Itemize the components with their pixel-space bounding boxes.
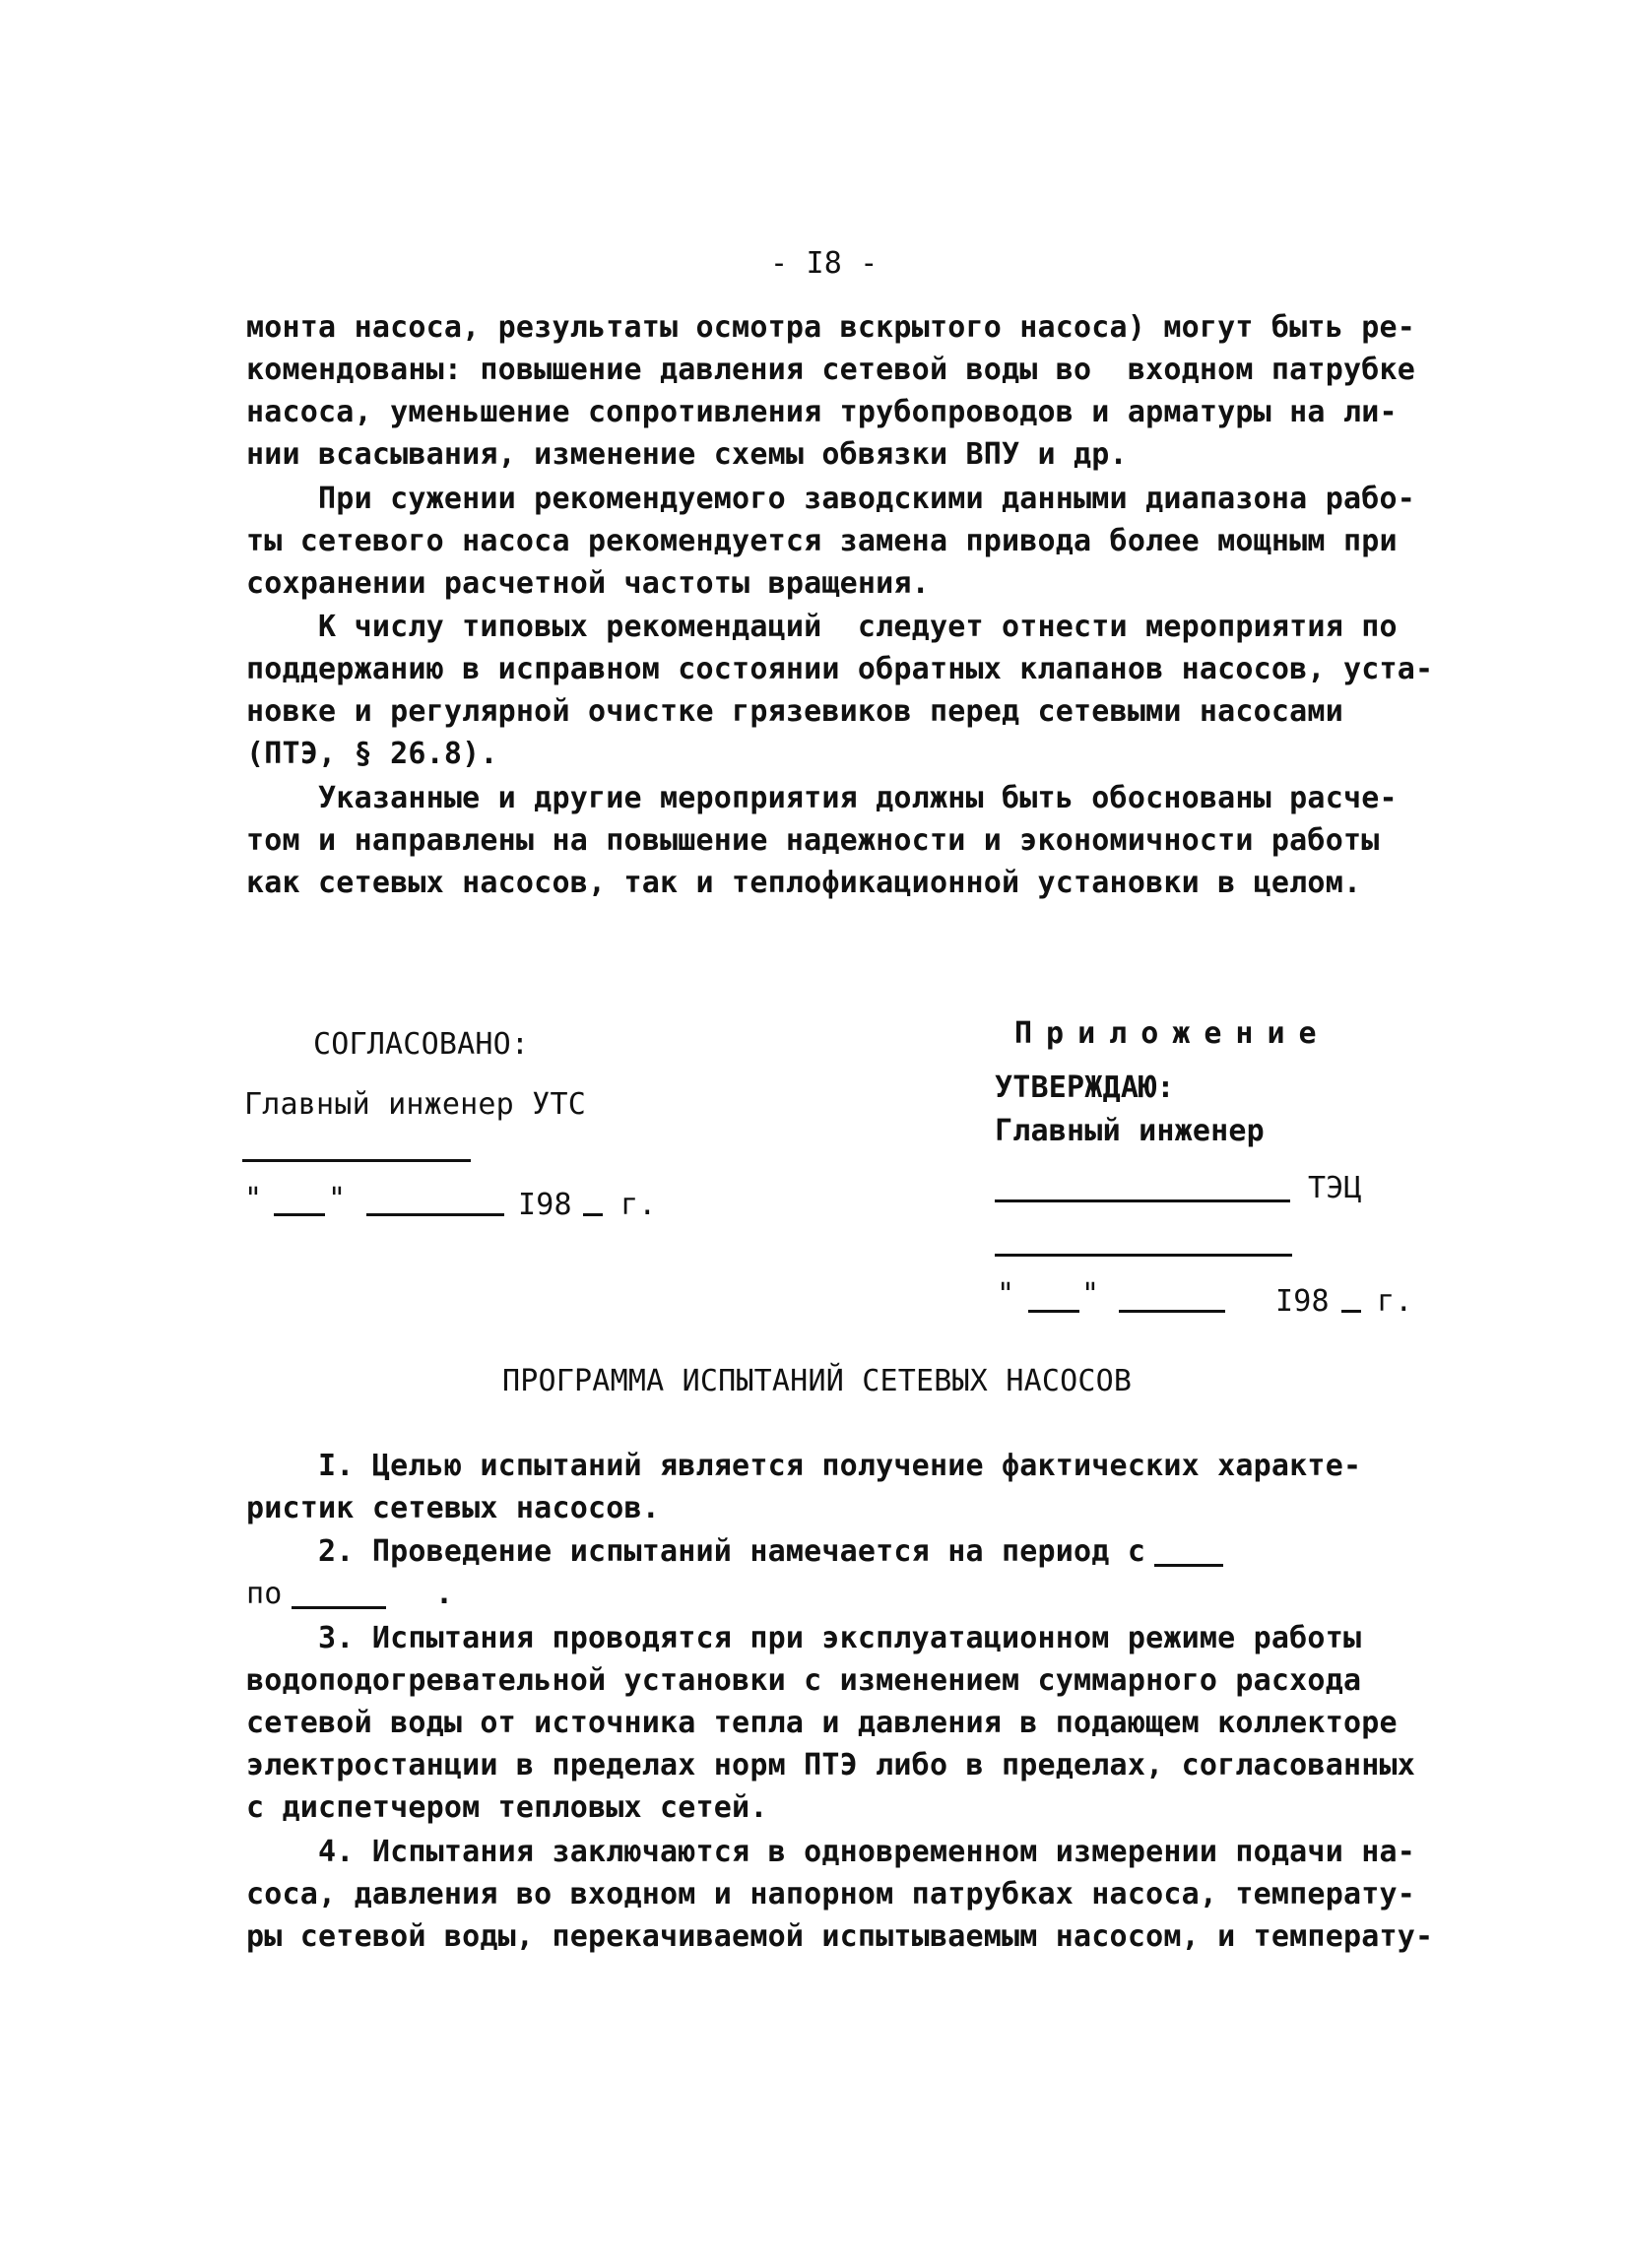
- year-blank: [1341, 1310, 1361, 1313]
- paragraph-line: комендованы: повышение давления сетевой воды во входном патрубке: [246, 353, 1415, 387]
- date-quote-close: ": [1081, 1277, 1100, 1312]
- period-from-blank: [1154, 1564, 1223, 1567]
- paragraph-line: Указанные и другие мероприятия должны быть обоснованы расче-: [246, 781, 1398, 815]
- paragraph-line: сохранении расчетной частоты вращения.: [246, 566, 930, 601]
- paragraph-line: как сетевых насосов, так и теплофикационной установки в целом.: [246, 866, 1362, 900]
- paragraph-line: ты сетевого насоса рекомендуется замена привода более мощным при: [246, 524, 1398, 558]
- appendix-label: Приложение: [1014, 1016, 1331, 1051]
- item-line: 2. Проведение испытаний намечается на период с: [246, 1534, 1146, 1569]
- year-suffix: г.: [1377, 1284, 1413, 1319]
- paragraph-line: насоса, уменьшение сопротивления трубопроводов и арматуры на ли-: [246, 395, 1398, 429]
- paragraph-line: том и направлены на повышение надежности и экономичности работы: [246, 823, 1380, 858]
- agreed-position: Главный инженер УТС: [244, 1087, 586, 1122]
- signature-line-2: [995, 1254, 1292, 1257]
- item-line: электростанции в пределах норм ПТЭ либо в пределах, согласованных: [246, 1748, 1415, 1782]
- item-line: сетевой воды от источника тепла и давления в подающем коллекторе: [246, 1706, 1398, 1740]
- item-line: с диспетчером тепловых сетей.: [246, 1790, 768, 1825]
- paragraph-line: При сужении рекомендуемого заводскими данными диапазона рабо-: [246, 482, 1415, 516]
- item-line: ры сетевой воды, перекачиваемой испытываемым насосом, и температу-: [246, 1919, 1434, 1954]
- period-to-blank: [292, 1606, 386, 1609]
- paragraph-line: поддержанию в исправном состоянии обратных клапанов насосов, уста-: [246, 652, 1434, 686]
- org-label: ТЭЦ: [1308, 1171, 1362, 1205]
- item-line: ристик сетевых насосов.: [246, 1491, 661, 1525]
- signature-line: [242, 1159, 471, 1162]
- signature-line: [995, 1199, 1290, 1202]
- page-number: - I8 -: [770, 246, 879, 281]
- day-blank: [1028, 1310, 1079, 1313]
- paragraph-line: нии всасывания, изменение схемы обвязки ВПУ и др.: [246, 437, 1128, 472]
- item-line: по: [246, 1577, 283, 1611]
- item-period-end: .: [435, 1577, 454, 1611]
- month-blank: [366, 1213, 504, 1216]
- item-line: водоподогревательной установки с изменением суммарного расхода: [246, 1663, 1362, 1698]
- paragraph-line: новке и регулярной очистке грязевиков перед сетевыми насосами: [246, 694, 1343, 729]
- date-quote-open: ": [244, 1182, 263, 1216]
- year-label: I98: [518, 1188, 572, 1222]
- paragraph-line: К числу типовых рекомендаций следует отнести мероприятия по: [246, 610, 1398, 644]
- program-title: ПРОГРАММА ИСПЫТАНИЙ СЕТЕВЫХ НАСОСОВ: [502, 1364, 1133, 1398]
- approve-position: Главный инженер: [995, 1114, 1265, 1148]
- agreed-label: СОГЛАСОВАНО:: [313, 1027, 530, 1062]
- date-quote-open: ": [997, 1277, 1015, 1312]
- item-line: I. Целью испытаний является получение фактических характе-: [246, 1449, 1362, 1483]
- month-blank: [1119, 1310, 1225, 1313]
- paragraph-line: (ПТЭ, § 26.8).: [246, 737, 498, 771]
- item-line: 3. Испытания проводятся при эксплуатационном режиме работы: [246, 1621, 1362, 1655]
- approve-label: УТВЕРЖДАЮ:: [995, 1070, 1175, 1105]
- year-label: I98: [1275, 1284, 1330, 1319]
- year-suffix: г.: [620, 1188, 657, 1222]
- paragraph-line: монта насоса, результаты осмотра вскрытого насоса) могут быть ре-: [246, 310, 1415, 345]
- year-blank: [583, 1213, 603, 1216]
- item-line: 4. Испытания заключаются в одновременном измерении подачи на-: [246, 1835, 1415, 1869]
- day-blank: [274, 1213, 325, 1216]
- date-quote-close: ": [328, 1182, 347, 1216]
- item-line: соса, давления во входном и напорном патрубках насоса, температу-: [246, 1877, 1415, 1912]
